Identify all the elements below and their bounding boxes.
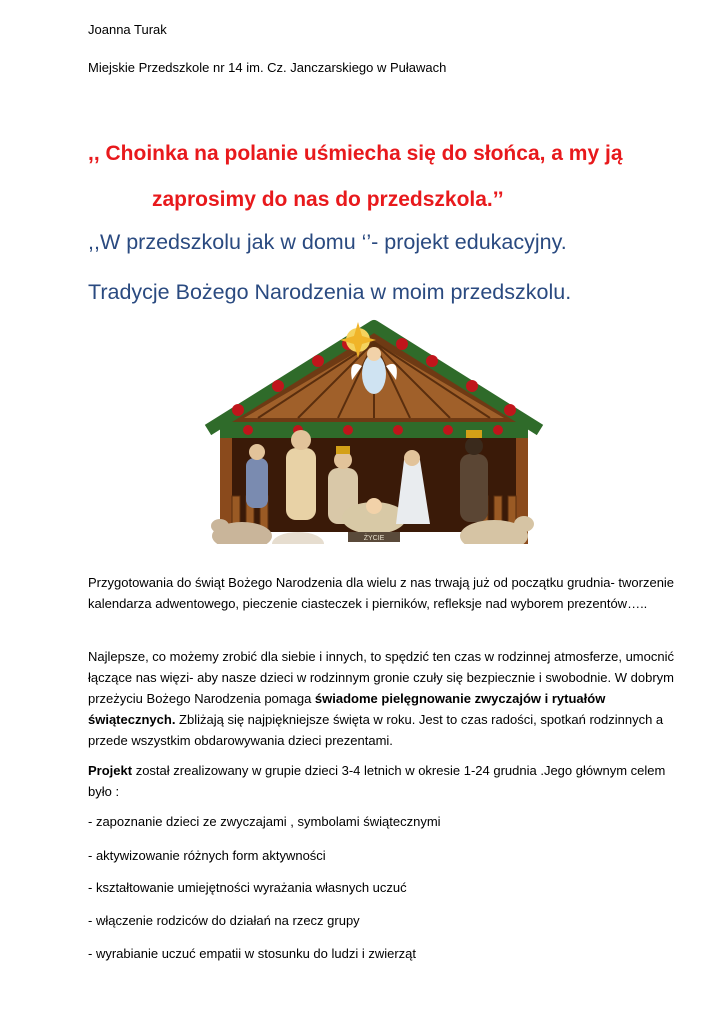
paragraph-3 (88, 760, 678, 802)
goal-item: - włączenie rodziców do działań na rzecz grupy (88, 913, 360, 928)
subtitle-line-2: Tradycje Bożego Narodzenia w moim przedszkolu. (88, 280, 572, 304)
subtitle-line-1: ,,W przedszkolu jak w domu ‘’- projekt edukacyjny. (88, 230, 567, 254)
goal-item: - wyrabianie uczuć empatii w stosunku do ludzi i zwierząt (88, 946, 417, 961)
title-line-2: zaprosimy do nas do przedszkola.’’ (152, 188, 504, 211)
shepherd-figure (246, 444, 268, 508)
paragraph-3-rest: został zrealizowany w grupie dzieci 3-4 letnich w okresie 1-24 grudnia .Jego głównym celem było : (88, 763, 666, 799)
paragraph-2-part-1: Najlepsze, co możemy zrobić dla siebie i innych, to spędzić ten czas w rodzinnej atmosferze, umocnić łączące nas więzi- aby nasze dzieci w rodzinnym gronie czuły się bezpiecznie i swobodnie. W dobrym przeżyciu Bożego Narodzenia pomaga (88, 649, 674, 706)
nativity-scene-image (198, 318, 550, 562)
goal-item: - kształtowanie umiejętności wyrażania własnych uczuć (88, 880, 407, 895)
paragraph-2-part-2: Zbliżają się najpiękniejsze święta w roku. Jest to czas radości, spotkań rodzinnych a przede wszystkim obdarowywania dzieci prezentami. (88, 712, 664, 748)
author-name: Joanna Turak (88, 22, 167, 37)
paragraph-3-bold: Projekt (88, 763, 133, 778)
paragraph-1: Przygotowania do świąt Bożego Narodzenia dla wielu z nas trwają już od początku grudnia- tworzenie kalendarza adwentowego, pieczenie ciasteczek i pierników, refleksje nad wyborem prezentów….. (88, 575, 675, 611)
crib-caption: ŻYCIE (363, 535, 385, 542)
paragraph-2 (88, 646, 678, 751)
school-name: Miejskie Przedszkole nr 14 im. Cz. Janczarskiego w Puławach (88, 60, 447, 75)
goal-item: - zapoznanie dzieci ze zwyczajami , symbolami świątecznymi (88, 814, 441, 829)
goal-item: - aktywizowanie różnych form aktywności (88, 848, 326, 863)
title-line-1: ,, Choinka na polanie uśmiecha się do słońca, a my ją (88, 142, 623, 165)
paragraph-2-bold: świadome pielęgnowanie zwyczajów i rytuałów świątecznych. (88, 691, 606, 727)
